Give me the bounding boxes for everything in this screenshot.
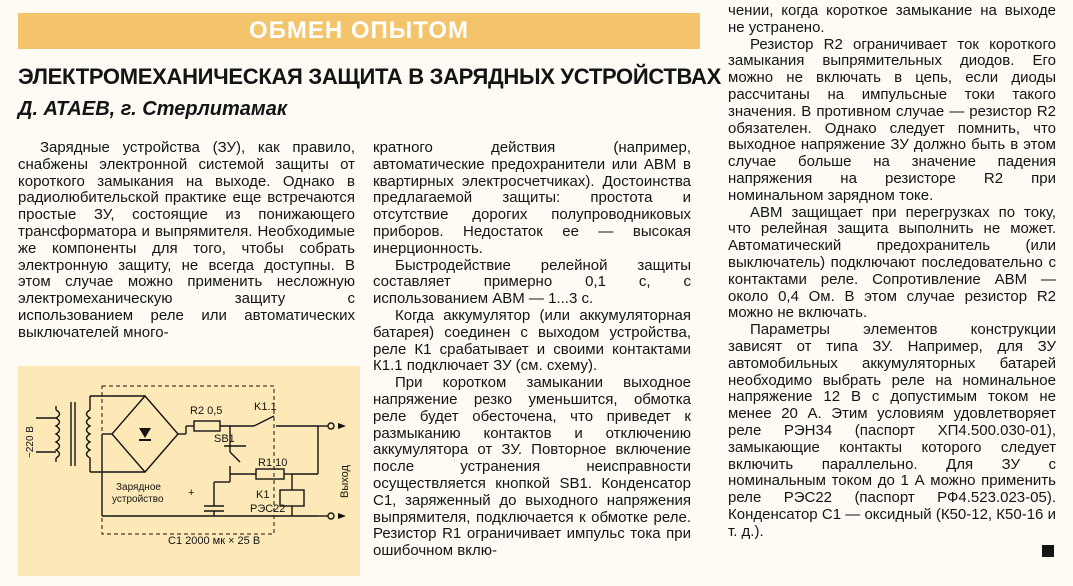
mains-label: ~220 В: [25, 426, 36, 458]
c1-label: С1 2000 мк × 25 В: [168, 535, 261, 547]
paragraph: Резистор R2 ограничивает ток короткого замыкания выпрямительных диодов. Его можно не включать в цепь, если диоды рассчитаны на импульсные токи такого значения. В противном случае — резистор R2 обязателен. Однако следует помнить, что выходное напряжение ЗУ должно быть в этом случае больше на значение падения напряжения на резисторе R2 при номинальном зарядном токе.: [728, 35, 1056, 204]
paragraph: Параметры элементов конструкции зависят от типа ЗУ. Например, для ЗУ автомобильных аккумуляторных батарей необходимо выбрать реле на номинальное напряжение 12 В с допустимым током не менее 20 А. Этим условиям удовлетворяет реле РЭН34 (паспорт ХП4.500.030-01), замыкающие контакты которого следует включить параллельно. Для ЗУ с номинальным током до 1 А можно применить реле РЭС22 (паспорт РФ4.523.023-05). Конденсатор С1 — оксидный (К50-12, К50-16 и т. д.).: [728, 321, 1056, 540]
paragraph: Быстродействие релейной защиты составляет примерно 0,1 с, с использованием АВМ — 1...3 с.: [373, 256, 691, 308]
text-column-2: [373, 140, 691, 560]
circuit-schematic: [18, 366, 360, 576]
r1-label: R1 10: [258, 457, 288, 469]
paragraph: Когда аккумулятор (или аккумуляторная батарея) соединен с выходом устройства, реле К1 срабатывает и своими контактами К1.1 подключает ЗУ (см. схему).: [373, 306, 691, 375]
paragraph: чении, когда короткое замыкание на выходе не устранено.: [728, 2, 1056, 36]
device-label-line1: Зарядное: [116, 482, 161, 493]
article-headline: ЭЛЕКТРОМЕХАНИЧЕСКАЯ ЗАЩИТА В ЗАРЯДНЫХ УСТРОЙСТВАХ: [18, 64, 722, 89]
r2-label: R2 0,5: [190, 405, 223, 417]
c1-plus-sign: +: [188, 487, 195, 499]
k1-label: K1: [256, 489, 270, 501]
text-column-1: [18, 140, 355, 342]
k1-type-label: РЭС22: [250, 503, 286, 515]
author-byline: Д. АТАЕВ, г. Стерлитамак: [18, 98, 287, 120]
text-column-3: [728, 3, 1056, 541]
section-rubric: ОБМЕН ОПЫТОМ: [18, 13, 700, 49]
end-of-article-mark: [1042, 545, 1054, 557]
paragraph: АВМ защищает при перегрузках по току, что релейная защита выполнить не может. Автоматический предохранитель (или выключатель) подключают последовательно с контактами реле. Сопротивление АВМ — около 0,4 Ом. В этом случае резистор R2 можно не включать.: [728, 203, 1056, 322]
k11-label: K1.1: [254, 401, 277, 413]
device-label-line2: устройство: [112, 494, 164, 505]
paragraph: Зарядные устройства (ЗУ), как правило, снабжены электронной системой защиты от короткого замыкания на выходе. Однако в радиолюбительской практике еще встречаются простые ЗУ, состоящие из понижающего трансформатора и выпрямителя. Необходимые же компоненты для того, чтобы собрать электронную защиту, не всегда доступны. В этом случае можно применить несложную электромеханическую защиту с использованием реле или автоматических выключателей много-: [18, 139, 355, 341]
output-label: Выход: [339, 465, 351, 498]
paragraph: При коротком замыкании выходное напряжение резко уменьшится, обмотка реле будет обесточена, что приведет к размыканию контактов и отключению аккумулятора от ЗУ. Повторное включение после устранения неисправности осуществляется кнопкой SB1. Конденсатор С1, заряженный до выходного напряжения выпрямителя, подключается к обмотке реле. Резистор R1 ограничивает импульс тока при ошибочном вклю-: [373, 374, 691, 560]
sb1-label: SB1: [214, 433, 235, 445]
paragraph: кратного действия (например, автоматические предохранители или АВМ в квартирных электросчетчиках). Достоинства предлагаемой защиты: простота и отсутствие дорогих полупроводниковых приборов. Недостаток ее — высокая инерционность.: [373, 139, 691, 257]
